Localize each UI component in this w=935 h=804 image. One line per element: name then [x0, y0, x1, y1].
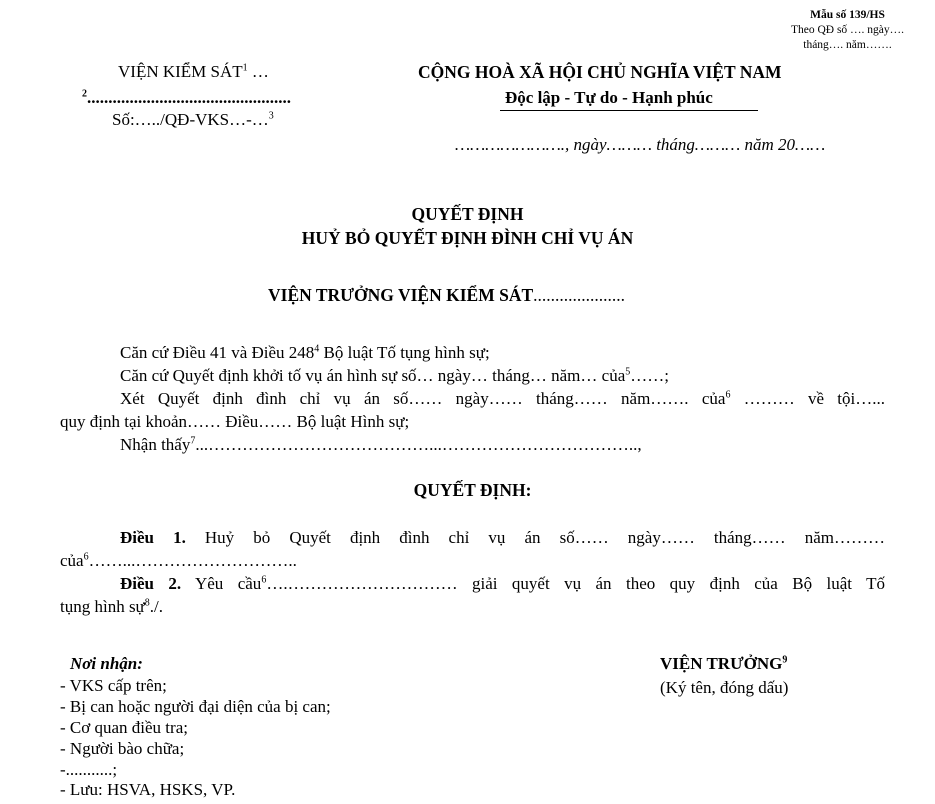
motto-underline	[500, 110, 758, 111]
footnote-ref: 2	[82, 88, 87, 100]
recipient-item: - Người bào chữa;	[60, 739, 185, 758]
article-2-cont	[60, 595, 885, 618]
article-text: ….………………………… giải quyết vụ án theo quy định của Bộ luật Tố	[266, 574, 885, 593]
article-2	[60, 572, 885, 595]
unit-dots: ................................................	[87, 88, 291, 107]
article-text: Yêu cầu	[181, 574, 262, 593]
basis-text: ……;	[630, 366, 669, 385]
basis-paragraph-2	[60, 364, 885, 387]
footnote-ref: 6	[261, 574, 267, 586]
agency-tail: …	[247, 62, 269, 81]
form-code: Mẫu số 139/HS	[810, 9, 885, 21]
agency-text: VIỆN KIỂM SÁT	[118, 62, 243, 81]
article-text: Huỷ bỏ Quyết định đình chỉ vụ án số…… ngày…… tháng…… năm………	[185, 528, 885, 547]
basis-text: Nhận thấy	[120, 435, 191, 454]
footnote-ref: 6	[725, 389, 731, 401]
footnote-ref: 3	[268, 110, 274, 122]
unit-line	[82, 88, 291, 108]
decision-heading: QUYẾT ĐỊNH:	[413, 480, 532, 500]
basis-paragraph-1	[60, 341, 885, 364]
article-1-cont	[60, 549, 885, 572]
authority-dots: .....................	[533, 285, 626, 305]
article-label: Điều 2.	[120, 574, 182, 593]
national-motto: Độc lập - Tự do - Hạnh phúc	[505, 88, 713, 107]
article-label: Điều 1.	[120, 528, 186, 547]
footnote-ref: 9	[782, 654, 788, 666]
basis-text: ...…………………………………...……………………………..,	[195, 435, 642, 454]
footnote-ref: 1	[242, 62, 248, 74]
document-number-text: Số:…../QĐ-VKS…-…	[112, 110, 269, 129]
document-subtitle: HUỶ BỎ QUYẾT ĐỊNH ĐÌNH CHỈ VỤ ÁN	[301, 228, 634, 248]
basis-text: ……… về tội…...	[730, 389, 885, 408]
recipient-item: - VKS cấp trên;	[60, 676, 167, 695]
footnote-ref: 4	[314, 343, 320, 355]
basis-text: Xét Quyết định đình chỉ vụ án số…… ngày…… tháng…… năm……. của	[120, 389, 726, 408]
basis-text: Bộ luật Tố tụng hình sự;	[319, 343, 490, 362]
authority-text: VIỆN TRƯỞNG VIỆN KIỂM SÁT	[268, 285, 534, 305]
footnote-ref: 6	[83, 551, 89, 563]
signature-note: (Ký tên, đóng dấu)	[660, 678, 789, 697]
signature-title-text: VIỆN TRƯỞNG	[660, 654, 783, 673]
form-ref-line: Theo QĐ số …. ngày….	[790, 24, 905, 36]
footnote-ref: 8	[144, 597, 150, 609]
recipient-item: - Bị can hoặc người đại diện của bị can;	[60, 697, 331, 716]
footnote-ref: 5	[625, 366, 631, 378]
signature-title	[660, 654, 787, 674]
agency-name	[118, 62, 269, 82]
article-1	[60, 526, 885, 549]
basis-text: Căn cứ Quyết định khởi tố vụ án hình sự số… ngày… tháng… năm… của	[120, 366, 626, 385]
recipient-item: -...........;	[60, 760, 118, 779]
article-text: tụng hình sự	[60, 597, 145, 616]
recipients-title: Nơi nhận:	[70, 654, 143, 673]
document-title: QUYẾT ĐỊNH	[411, 204, 524, 224]
form-ref-date: tháng…. năm…….	[803, 39, 892, 51]
place-date-line: …………………., ngày……… tháng……… năm 20……	[455, 135, 826, 154]
form-number-block	[770, 8, 925, 53]
recipient-item: - Lưu: HSVA, HSKS, VP.	[60, 780, 236, 799]
footnote-ref: 7	[190, 435, 196, 447]
authority-title	[268, 285, 625, 306]
article-text: ……...………………………..	[88, 551, 297, 570]
basis-paragraph-3	[60, 387, 885, 410]
document-number	[112, 110, 274, 130]
basis-paragraph-3-cont: quy định tại khoản…… Điều…… Bộ luật Hình sự;	[60, 412, 410, 431]
finding-paragraph	[60, 433, 885, 456]
article-text: của	[60, 551, 84, 570]
national-title: CỘNG HOÀ XÃ HỘI CHỦ NGHĨA VIỆT NAM	[418, 62, 782, 82]
article-text: ./.	[149, 597, 164, 616]
basis-text: Căn cứ Điều 41 và Điều 248	[120, 343, 315, 362]
recipient-item: - Cơ quan điều tra;	[60, 718, 188, 737]
